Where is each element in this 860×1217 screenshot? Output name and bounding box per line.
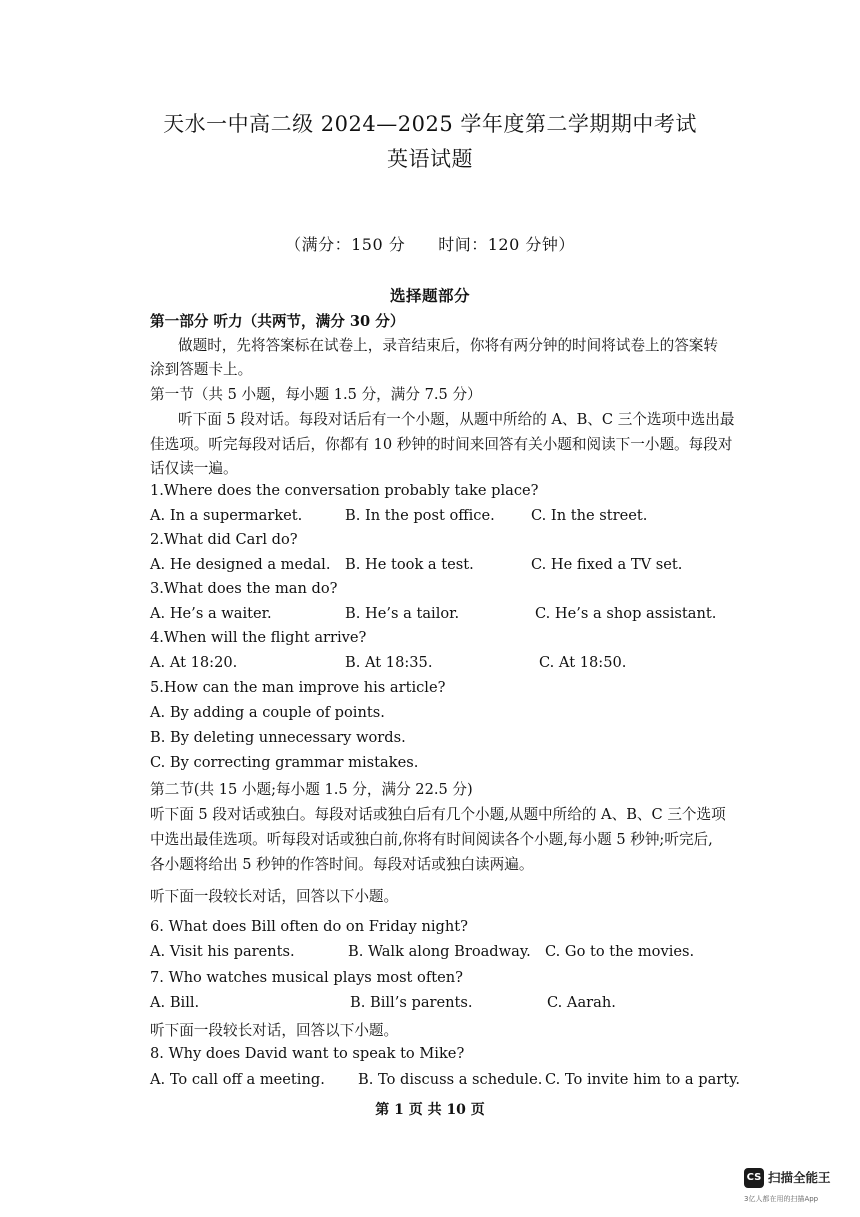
option-b: B. To discuss a schedule. — [358, 1071, 543, 1088]
question-stem: 8. Why does David want to speak to Mike? — [150, 1045, 465, 1062]
option-c: C. He’s a shop assistant. — [535, 605, 717, 622]
long-dialog-instruction: 听下面一段较长对话，回答以下小题。 — [150, 888, 399, 905]
scanner-slogan: 3亿人都在用的扫描App — [744, 1195, 819, 1203]
question-stem: 3.What does the man do? — [150, 580, 338, 597]
section1-instruction: 话仅读一遍。 — [150, 460, 238, 477]
question-stem: 1.Where does the conversation probably take place? — [150, 482, 539, 499]
section2-instruction: 各小题将给出 5 秒钟的作答时间。每段对话或独白读两遍。 — [150, 856, 534, 873]
part1-instruction: 做题时，先将答案标在试卷上，录音结束后，你将有两分钟的时间将试卷上的答案转 — [178, 337, 718, 354]
score-time: （满分：150 分 时间：120 分钟） — [285, 235, 575, 254]
section2-instruction: 中选出最佳选项。听每段对话或独白前,你将有时间阅读各个小题,每小题 5 秒钟;听完后, — [150, 831, 713, 848]
option-b: B. At 18:35. — [345, 654, 433, 671]
question-stem: 2.What did Carl do? — [150, 531, 298, 548]
scanner-logo-icon: CS — [744, 1168, 764, 1188]
part1-title: 第一部分 听力（共两节，满分 30 分） — [150, 313, 405, 330]
option-a: A. He’s a waiter. — [150, 605, 272, 622]
option-a: A. Bill. — [150, 994, 200, 1011]
option-c: C. He fixed a TV set. — [531, 556, 683, 573]
section2-title: 第二节(共 15 小题;每小题 1.5 分，满分 22.5 分) — [150, 781, 473, 798]
option-c: C. Go to the movies. — [545, 943, 695, 960]
exam-title: 天水一中高二级 2024—2025 学年度第二学期期中考试 — [163, 112, 697, 136]
option-b: B. By deleting unnecessary words. — [150, 729, 406, 746]
section1-instruction: 听下面 5 段对话。每段对话后有一个小题，从题中所给的 A、B、C 三个选项中选出最 — [178, 411, 735, 428]
option-b: B. He took a test. — [345, 556, 474, 573]
option-b: B. Bill’s parents. — [350, 994, 473, 1011]
section2-instruction: 听下面 5 段对话或独白。每段对话或独白后有几个小题,从题中所给的 A、B、C 三个选项 — [150, 806, 726, 823]
option-c: C. At 18:50. — [539, 654, 627, 671]
option-c: C. In the street. — [531, 507, 648, 524]
option-a: A. He designed a medal. — [150, 556, 331, 573]
option-c: C. Aarah. — [547, 994, 616, 1011]
section-heading: 选择题部分 — [389, 286, 470, 305]
option-c: C. To invite him to a party. — [545, 1071, 741, 1088]
option-a: A. By adding a couple of points. — [150, 704, 385, 721]
option-a: A. Visit his parents. — [150, 943, 295, 960]
page-number: 第 1 页 共 10 页 — [375, 1102, 485, 1118]
part1-instruction: 涂到答题卡上。 — [150, 361, 253, 378]
option-a: A. To call off a meeting. — [150, 1071, 325, 1088]
long-dialog-instruction: 听下面一段较长对话，回答以下小题。 — [150, 1022, 399, 1039]
section1-instruction: 佳选项。听完每段对话后，你都有 10 秒钟的时间来回答有关小题和阅读下一小题。每段对 — [150, 436, 733, 453]
scanner-brand: 扫描全能王 — [768, 1170, 831, 1185]
question-stem: 7. Who watches musical plays most often? — [150, 969, 463, 986]
option-b: B. Walk along Broadway. — [348, 943, 531, 960]
question-stem: 6. What does Bill often do on Friday night? — [150, 918, 468, 935]
question-stem: 5.How can the man improve his article? — [150, 679, 446, 696]
option-b: B. In the post office. — [345, 507, 495, 524]
section1-title: 第一节（共 5 小题，每小题 1.5 分，满分 7.5 分） — [150, 386, 482, 403]
option-c: C. By correcting grammar mistakes. — [150, 754, 419, 771]
option-a: A. In a supermarket. — [150, 507, 303, 524]
option-a: A. At 18:20. — [150, 654, 238, 671]
option-b: B. He’s a tailor. — [345, 605, 460, 622]
exam-subtitle: 英语试题 — [387, 147, 473, 171]
question-stem: 4.When will the flight arrive? — [150, 629, 367, 646]
